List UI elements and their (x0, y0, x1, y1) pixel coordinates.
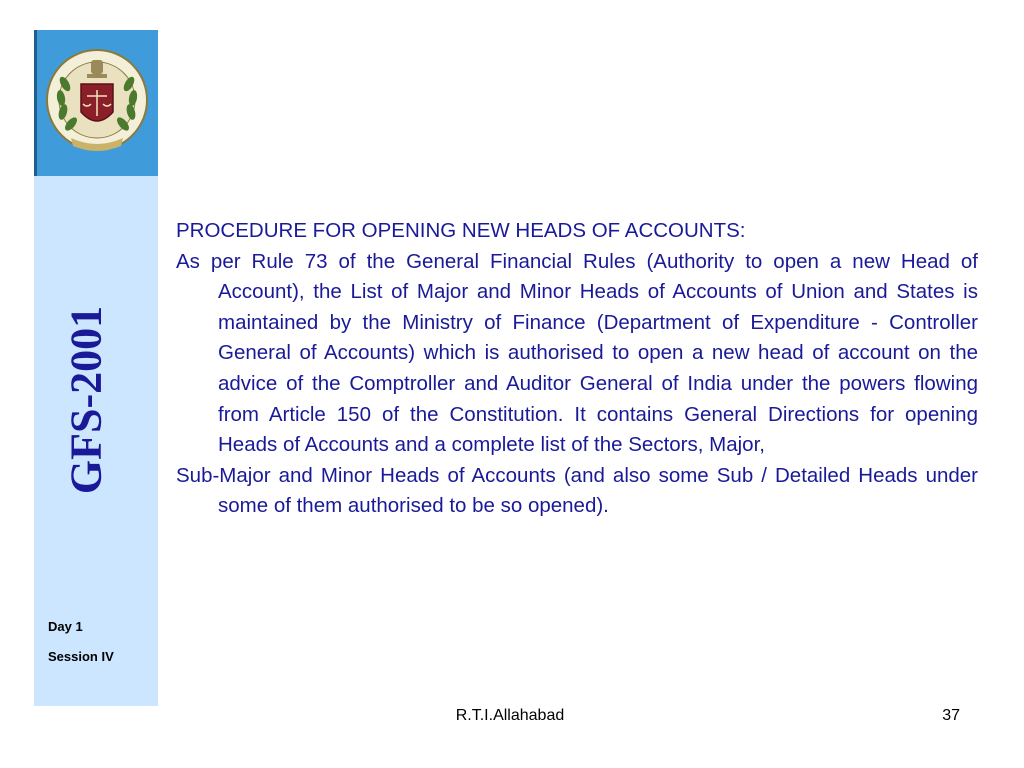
footer-organization: R.T.I.Allahabad (455, 707, 565, 724)
slide-heading: PROCEDURE FOR OPENING NEW HEADS OF ACCOUNTS: (176, 219, 746, 242)
day-label: Day 1 (48, 619, 83, 634)
sidebar (34, 30, 158, 706)
vertical-title (56, 270, 116, 530)
paragraph-2: Sub-Major and Minor Heads of Accounts (and also some Sub / Detailed Heads under some of them authorised to be so opened). (176, 463, 978, 518)
logo-panel (34, 30, 158, 176)
vertical-title-text: GFS-2001 (61, 305, 111, 495)
emblem-logo (41, 34, 153, 170)
slide-content (176, 216, 978, 522)
page-number: 37 (942, 707, 960, 724)
session-label: Session IV (48, 649, 114, 664)
paragraph-1: As per Rule 73 of the General Financial Rules (Authority to open a new Head of Account), the List of Major and Minor Heads of Accounts of Union and States is maintained by the Ministry of Finance (Department of Expenditure - Controller General of Accounts) which is authorised to open a new head of account on the advice of the Comptroller and Auditor General of India under the powers flowing from Article 150 of the Constitution. It contains General Directions for opening Heads of Accounts and a complete list of the Sectors, Major, (176, 249, 978, 457)
